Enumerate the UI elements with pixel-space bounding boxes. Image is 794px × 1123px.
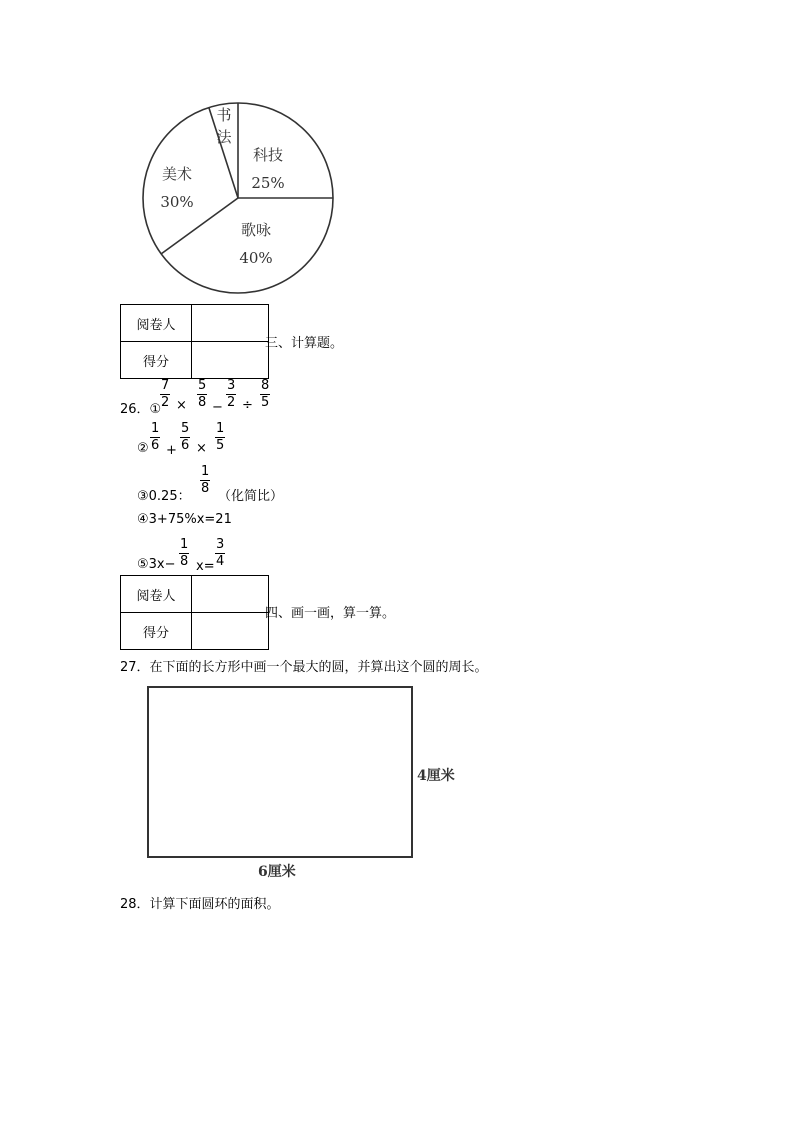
fraction: $\frac{3}{4}$ bbox=[216, 537, 225, 569]
slice-gewong: 歌咏 40% bbox=[239, 221, 273, 267]
slice-meishu: 美术 30% bbox=[160, 165, 194, 211]
q28-text: 28．计算下面圆环的面积。 bbox=[120, 897, 280, 912]
pie-chart bbox=[0, 0, 400, 300]
fraction: $\frac{5}{6}$ bbox=[181, 421, 190, 453]
operator: + bbox=[166, 443, 177, 458]
q26-part3: ③0.25： bbox=[137, 489, 191, 504]
q26-part3-note: （化简比） bbox=[218, 489, 284, 504]
q27-text: 27．在下面的长方形中画一个最大的圆，并算出这个圆的周长。 bbox=[120, 660, 488, 675]
q26-part5-eq: x= bbox=[196, 559, 215, 574]
fraction: $\frac{1}{5}$ bbox=[216, 421, 225, 453]
reviewer-label: 阅卷人 bbox=[121, 576, 192, 613]
score-label: 得分 bbox=[121, 342, 192, 379]
fraction: $\frac{1}{8}$ bbox=[201, 464, 210, 496]
slice-shufa: 书 法 bbox=[216, 106, 232, 146]
score-cell bbox=[192, 342, 269, 379]
score-table-1 bbox=[120, 304, 269, 379]
score-label: 得分 bbox=[121, 613, 192, 650]
q26-part4: ④3+75%x=21 bbox=[137, 512, 232, 527]
q26-number: 26．① bbox=[120, 402, 162, 417]
fraction: $\frac{1}{6}$ bbox=[151, 421, 160, 453]
section3-title: 三、计算题。 bbox=[265, 336, 344, 351]
fraction: $\frac{3}{2}$ bbox=[227, 378, 236, 410]
score-cell bbox=[192, 613, 269, 650]
slice-keji: 科技 25% bbox=[251, 146, 285, 192]
fraction: $\frac{1}{8}$ bbox=[180, 537, 189, 569]
operator: × bbox=[196, 441, 207, 456]
reviewer-cell bbox=[192, 305, 269, 342]
operator: − bbox=[212, 400, 223, 415]
height-label: 4厘米 bbox=[417, 768, 455, 784]
q26-part5: ⑤3x− bbox=[137, 557, 176, 572]
operator: × bbox=[176, 398, 187, 413]
fraction: $\frac{7}{2}$ bbox=[161, 378, 170, 410]
q26-part2: ② bbox=[137, 441, 149, 456]
width-label: 6厘米 bbox=[258, 864, 296, 880]
score-table-2 bbox=[120, 575, 269, 650]
operator: ÷ bbox=[242, 398, 253, 413]
rectangle-figure bbox=[147, 686, 413, 858]
fraction: $\frac{5}{8}$ bbox=[198, 378, 207, 410]
section4-title: 四、画一画，算一算。 bbox=[265, 606, 396, 621]
fraction: $\frac{8}{5}$ bbox=[261, 378, 270, 410]
reviewer-cell bbox=[192, 576, 269, 613]
reviewer-label: 阅卷人 bbox=[121, 305, 192, 342]
